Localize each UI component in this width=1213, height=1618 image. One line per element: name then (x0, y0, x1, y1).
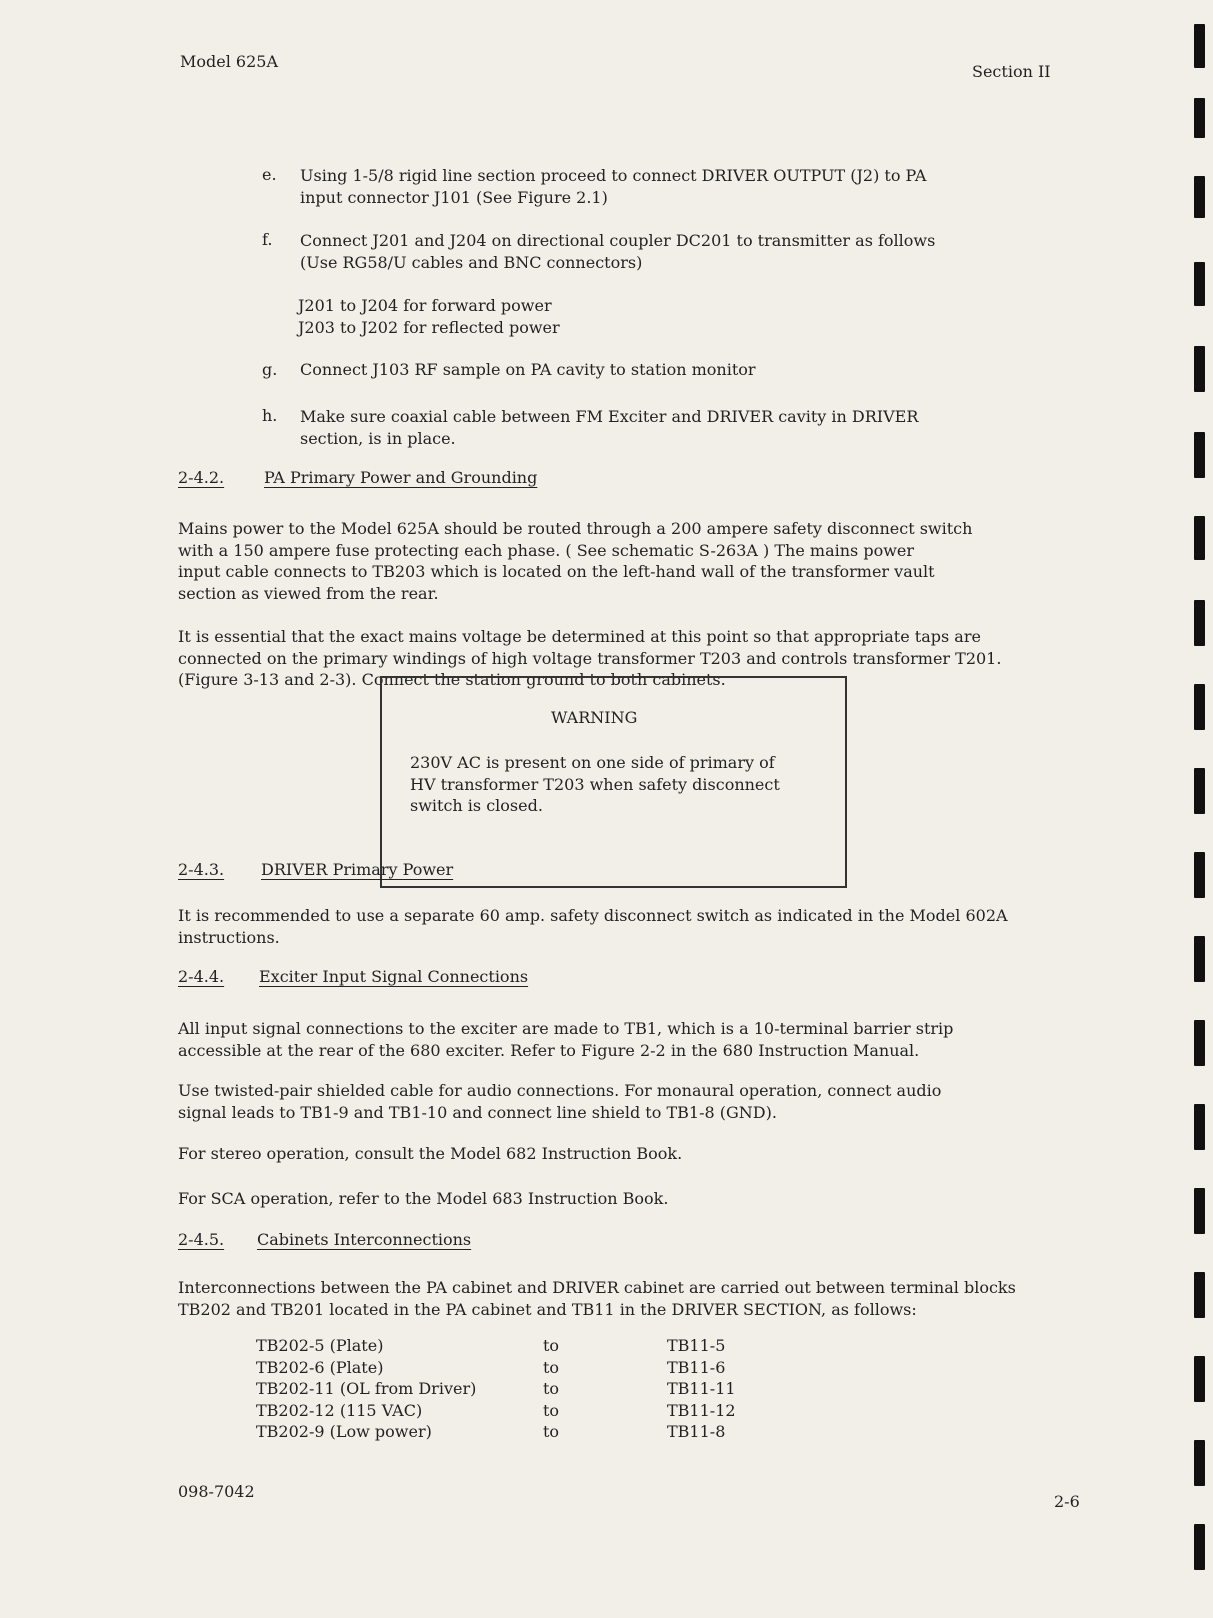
table-row (256, 1379, 816, 1401)
text-line: Mains power to the Model 625A should be routed through a 200 ampere safety disconnect switch (178, 519, 973, 538)
section-244-title: Exciter Input Signal Connections (259, 967, 529, 986)
step-g-line-1: Connect J103 RF sample on PA cavity to station monitor (300, 360, 756, 379)
section-243-paragraph-1 (178, 905, 1008, 948)
header-model: Model 625A (180, 52, 279, 71)
step-h-line-1: Make sure coaxial cable between FM Exciter and DRIVER cavity in DRIVER (300, 407, 919, 426)
text-line: 230V AC is present on one side of primary of (410, 753, 775, 772)
binding-mark (1194, 346, 1205, 392)
section-244-paragraph-2 (178, 1080, 941, 1123)
footer-page-number: 2-6 (1054, 1492, 1080, 1511)
binding-mark (1194, 684, 1205, 730)
table-cell-to: to (543, 1357, 560, 1377)
table-cell-to: to (543, 1422, 560, 1441)
text-line: input cable connects to TB203 which is located on the left-hand wall of the transformer vault (178, 562, 935, 581)
step-e (300, 165, 926, 208)
text-line: (Figure 3-13 and 2-3). Connect the station ground to both cabinets. (178, 670, 726, 689)
binding-mark (1194, 936, 1205, 982)
section-245-number: 2-4.5. (178, 1230, 225, 1249)
text-line: All input signal connections to the exciter are made to TB1, which is a 10-terminal barrier strip (178, 1019, 954, 1038)
step-g-letter: g. (262, 360, 278, 379)
text-line: accessible at the rear of the 680 exciter. Refer to Figure 2-2 in the 680 Instruction Manual. (178, 1040, 920, 1060)
binding-mark (1194, 1440, 1205, 1486)
text-line: connected on the primary windings of high voltage transformer T203 and controls transformer T201. (178, 648, 1002, 668)
section-243-title: DRIVER Primary Power (261, 860, 454, 879)
binding-mark (1194, 852, 1205, 898)
step-e-line-2: input connector J101 (See Figure 2.1) (300, 187, 608, 207)
text-line: with a 150 ampere fuse protecting each phase. ( See schematic S-263A ) The mains power (178, 540, 915, 560)
table-cell-from: TB202-6 (Plate) (256, 1357, 384, 1377)
step-f-letter: f. (262, 230, 273, 249)
warning-title: WARNING (551, 708, 638, 727)
section-244-paragraph-4: For SCA operation, refer to the Model 683 Instruction Book. (178, 1189, 669, 1208)
table-cell-to: to (543, 1336, 560, 1355)
table-cell-from: TB202-5 (Plate) (256, 1336, 384, 1355)
binding-mark (1194, 1356, 1205, 1402)
step-f-connections (298, 295, 560, 338)
step-e-letter: e. (262, 165, 277, 184)
section-244-number: 2-4.4. (178, 967, 225, 986)
table-cell-dest: TB11-8 (667, 1422, 726, 1441)
table-row (256, 1422, 816, 1444)
text-line: TB202 and TB201 located in the PA cabinet and TB11 in the DRIVER SECTION, as follows: (178, 1299, 917, 1319)
binding-mark (1194, 262, 1205, 306)
binding-mark (1194, 1020, 1205, 1066)
text-line: instructions. (178, 927, 280, 947)
section-245-paragraph-1 (178, 1277, 1016, 1320)
section-242-paragraph-1 (178, 518, 972, 604)
section-242-title: PA Primary Power and Grounding (264, 468, 538, 487)
table-row (256, 1336, 816, 1358)
step-f-line-1: Connect J201 and J204 on directional coupler DC201 to transmitter as follows (300, 231, 936, 250)
table-row (256, 1358, 816, 1380)
footer-doc-number: 098-7042 (178, 1482, 255, 1501)
table-cell-to: to (543, 1400, 560, 1420)
binding-mark (1194, 600, 1205, 646)
step-f-connection-1: J201 to J204 for forward power (298, 296, 552, 315)
table-cell-from: TB202-9 (Low power) (256, 1422, 432, 1441)
table-cell-dest: TB11-5 (667, 1336, 726, 1355)
table-cell-from: TB202-11 (OL from Driver) (256, 1379, 477, 1398)
binding-mark (1194, 1524, 1205, 1570)
table-cell-from: TB202-12 (115 VAC) (256, 1400, 423, 1420)
binding-mark (1194, 516, 1205, 560)
binding-mark (1194, 432, 1205, 478)
binding-mark (1194, 98, 1205, 138)
binding-mark (1194, 24, 1205, 68)
text-line: section as viewed from the rear. (178, 583, 439, 603)
section-244-paragraph-3: For stereo operation, consult the Model 682 Instruction Book. (178, 1144, 683, 1163)
text-line: signal leads to TB1-9 and TB1-10 and connect line shield to TB1-8 (GND). (178, 1102, 777, 1122)
table-cell-dest: TB11-6 (667, 1357, 726, 1377)
step-f-line-2: (Use RG58/U cables and BNC connectors) (300, 252, 643, 272)
table-cell-dest: TB11-11 (667, 1379, 736, 1398)
interconnection-table (256, 1336, 816, 1444)
table-cell-to: to (543, 1379, 560, 1398)
step-f-connection-2: J203 to J202 for reflected power (298, 317, 560, 337)
text-line: Interconnections between the PA cabinet and DRIVER cabinet are carried out between terminal blocks (178, 1278, 1016, 1297)
step-h (300, 406, 918, 449)
binding-mark (1194, 768, 1205, 814)
section-244-paragraph-1 (178, 1018, 953, 1061)
text-line: HV transformer T203 when safety disconnect (410, 774, 780, 794)
text-line: It is essential that the exact mains voltage be determined at this point so that appropriate taps are (178, 627, 981, 646)
text-line: Use twisted-pair shielded cable for audio connections. For monaural operation, connect audio (178, 1081, 942, 1100)
step-f (300, 230, 935, 273)
text-line: It is recommended to use a separate 60 amp. safety disconnect switch as indicated in the Model 602A (178, 906, 1008, 925)
section-243-number: 2-4.3. (178, 860, 225, 879)
binding-mark (1194, 1104, 1205, 1150)
step-h-letter: h. (262, 406, 278, 425)
text-line: switch is closed. (410, 796, 543, 815)
binding-mark (1194, 1272, 1205, 1318)
section-245-title: Cabinets Interconnections (257, 1230, 472, 1249)
table-cell-dest: TB11-12 (667, 1400, 736, 1420)
binding-mark (1194, 176, 1205, 218)
warning-text (410, 752, 780, 817)
step-h-line-2: section, is in place. (300, 428, 456, 448)
section-242-number: 2-4.2. (178, 468, 225, 487)
binding-mark (1194, 1188, 1205, 1234)
header-section: Section II (972, 62, 1051, 81)
step-e-line-1: Using 1-5/8 rigid line section proceed to connect DRIVER OUTPUT (J2) to PA (300, 166, 927, 185)
table-row (256, 1401, 816, 1423)
